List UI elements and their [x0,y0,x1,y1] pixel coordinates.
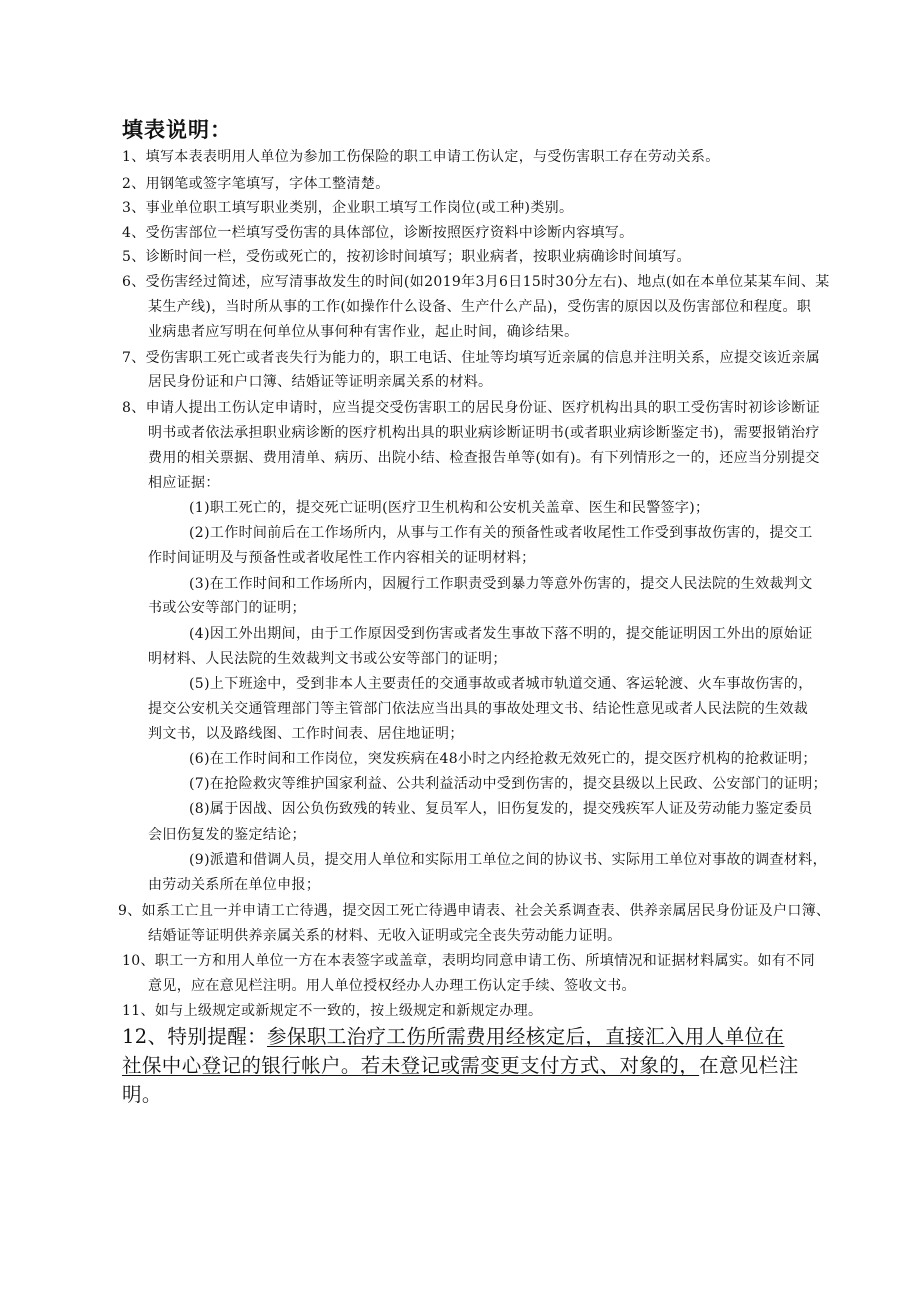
sub-item-3-line-1: (3)在工作时间和工作场所内，因履行工作职责受到暴力等意外伤害的，提交人民法院的生效裁判文 [189,576,813,592]
sub-item-7: (7)在抢险救灾等维护国家利益、公共利益活动中受到伤害的，提交县级以上民政、公安部门的证明； [189,776,827,792]
instruction-1: 1、填写本表表明用人单位为参加工伤保险的职工申请工伤认定，与受伤害职工存在劳动关系。 [122,149,720,165]
sub-item-3-line-2: 书或公安等部门的证明； [148,600,306,616]
sub-item-1: (1)职工死亡的，提交死亡证明(医疗卫生机构和公安机关盖章、医生和民警签字)； [189,500,710,516]
instruction-10-line-1: 10、职工一方和用人单位一方在本表签字或盖章，表明均同意申请工伤、所填情况和证据材料属实。如有不同 [122,953,815,969]
instruction-8-line-1: 8、申请人提出工伤认定申请时，应当提交受伤害职工的居民身份证、医疗机构出具的职工受伤害时初诊诊断证 [122,400,821,416]
sub-item-8-line-2: 会旧伤复发的鉴定结论； [148,827,306,843]
instruction-5: 5、诊断时间一栏，受伤或死亡的，按初诊时间填写；职业病者，按职业病确诊时间填写。 [122,249,691,265]
special-reminder-line-2 [122,1054,799,1078]
reminder-text-1: 参保职工治疗工伤所需费用经核定后，直接汇入用人单位在 [267,1025,785,1048]
instruction-6-line-2: 某生产线)，当时所从事的工作(如操作什么设备、生产什么产品)，受伤害的原因以及伤害部位和程度。职 [148,299,812,315]
instruction-6-line-3: 业病患者应写明在何单位从事何种有害作业，起止时间，确诊结果。 [148,324,579,340]
instruction-4: 4、受伤害部位一栏填写受伤害的具体部位，诊断按照医疗资料中诊断内容填写。 [122,225,634,241]
instruction-7-line-2: 居民身份证和户口簿、结婚证等证明亲属关系的材料。 [148,374,493,390]
instruction-8-line-3: 费用的相关票据、费用清单、病历、出院小结、检查报告单等(如有)。有下列情形之一的，还应当分别提交 [148,450,820,466]
special-reminder-line-1 [122,1025,784,1049]
sub-item-5-line-2: 提交公安机关交通管理部门等主管部门依法应当出具的事故处理文书、结论性意见或者人民法院的生效裁 [148,701,809,717]
instruction-8-line-2: 明书或者依法承担职业病诊断的医疗机构出具的职业病诊断证明书(或者职业病诊断鉴定书)，需要报销治疗 [148,425,820,441]
instruction-2: 2、用钢笔或签字笔填写，字体工整清楚。 [122,176,390,192]
instruction-11: 11、如与上级规定或新规定不一致的，按上级规定和新规定办理。 [122,1003,543,1019]
instruction-8-line-4: 相应证据： [148,475,220,491]
sub-item-9-line-2: 由劳动关系所在单位申报； [148,877,321,893]
sub-item-6: (6)在工作时间和工作岗位，突发疾病在48小时之内经抢救无效死亡的，提交医疗机构的抢救证明； [189,751,817,767]
reminder-number: 12、 [122,1025,168,1048]
sub-item-2-line-2: 作时间证明及与预备性或者收尾性工作内容相关的证明材料； [148,550,536,566]
instruction-6-line-1: 6、受伤害经过简述，应写清事故发生的时间(如2019年3月6日15时30分左右)、地点(如在本单位某某车间、某 [122,274,830,290]
instruction-7-line-1: 7、受伤害职工死亡或者丧失行为能力的，职工电话、住址等均填写近亲属的信息并注明关系，应提交该近亲属 [122,350,821,366]
sub-item-2-line-1: (2)工作时间前后在工作场所内，从事与工作有关的预备性或者收尾性工作受到事故伤害的，提交工 [189,525,813,541]
page-title: 填表说明： [122,117,232,142]
sub-item-9-line-1: (9)派遣和借调人员，提交用人单位和实际用工单位之间的协议书、实际用工单位对事故的调查材料， [189,852,827,868]
reminder-text-2: 社保中心登记的银行帐户。若未登记或需变更支付方式、对象的， [122,1054,700,1077]
instruction-10-line-2: 意见，应在意见栏注明。用人单位授权经办人办理工伤认定手续、签收文书。 [148,978,636,994]
instruction-3: 3、事业单位职工填写职业类别，企业职工填写工作岗位(或工种)类别。 [122,200,574,216]
sub-item-5-line-3: 判文书，以及路线图、工作时间表、居住地证明； [148,726,464,742]
sub-item-4-line-2: 明材料、人民法院的生效裁判文书或公安等部门的证明； [148,651,507,667]
sub-item-4-line-1: (4)因工外出期间，由于工作原因受到伤害或者发生事故下落不明的，提交能证明因工外出的原始证 [189,626,813,642]
instruction-9-line-1: 9、如系工亡且一并申请工亡待遇，提交因工死亡待遇申请表、社会关系调查表、供养亲属居民身份证及户口簿、 [118,903,831,919]
reminder-text-2-rest: 在意见栏注 [699,1054,799,1077]
sub-item-5-line-1: (5)上下班途中，受到非本人主要责任的交通事故或者城市轨道交通、客运轮渡、火车事故伤害的， [189,676,813,692]
special-reminder-line-3: 明。 [122,1083,162,1106]
reminder-label: 特别提醒： [167,1025,268,1048]
instruction-9-line-2: 结婚证等证明供养亲属关系的材料、无收入证明或完全丧失劳动能力证明。 [148,928,622,944]
sub-item-8-line-1: (8)属于因战、因公负伤致残的转业、复员军人，旧伤复发的，提交残疾军人证及劳动能力鉴定委员 [189,801,813,817]
